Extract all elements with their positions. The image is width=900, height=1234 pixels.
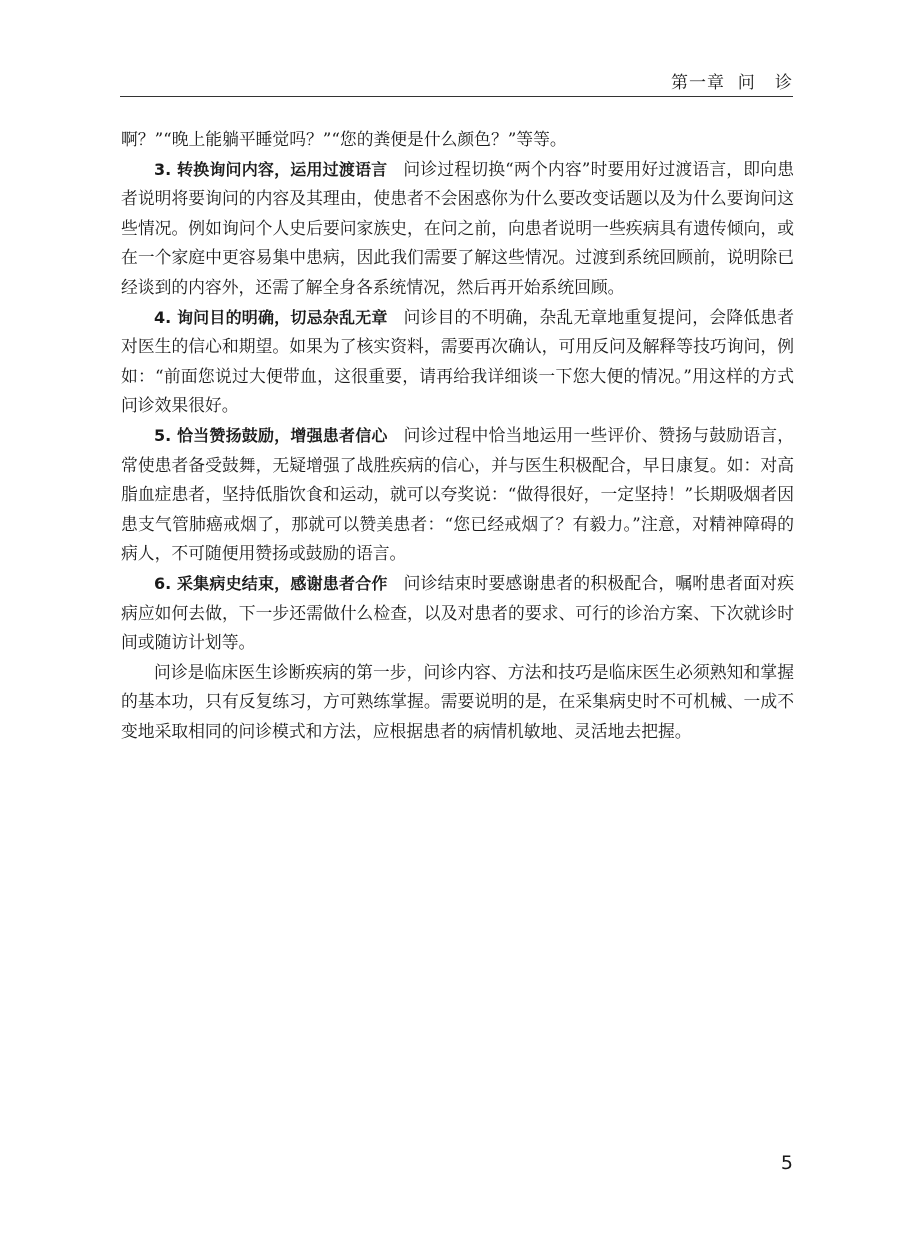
paragraph-item-5 — [121, 421, 794, 569]
section-heading-5: 5. 恰当赞扬鼓励，增强患者信心 — [154, 425, 388, 445]
intro-continuation: 啊？”“晚上能躺平睡觉吗？”“您的粪便是什么颜色？”等等。 — [121, 129, 567, 149]
closing-paragraph: 问诊是临床医生诊断疾病的第一步，问诊内容、方法和技巧是临床医生必须熟知和掌握的基本功，只有反复练习，方可熟练掌握。需要说明的是，在采集病史时不可机械、一成不变地采取相同的问诊模式和方法，应根据患者的病情机敏地、灵活地去把握。 — [121, 661, 794, 741]
paragraph-item-4 — [121, 303, 794, 421]
paragraph-item-3 — [121, 155, 794, 303]
paragraph-text-5: 问诊过程中恰当地运用一些评价、赞扬与鼓励语言，常使患者备受鼓舞，无疑增强了战胜疾病的信心，并与医生积极配合，早日康复。如：对高脂血症患者，坚持低脂饮食和运动，就可以夸奖说：“做得很好，一定坚持！”长期吸烟者因患支气管肺癌戒烟了，那就可以赞美患者：“您已经戒烟了？有毅力。”注意，对精神障碍的病人，不可随便用赞扬或鼓励的语言。 — [121, 424, 794, 564]
page-number: 5 — [780, 1152, 793, 1174]
chapter-title: 第一章 问 诊 — [670, 73, 793, 93]
paragraph-text-4: 问诊目的不明确，杂乱无章地重复提问，会降低患者对医生的信心和期望。如果为了核实资料，需要再次确认，可用反问及解释等技巧询问，例如：“前面您说过大便带血，这很重要，请再给我详细谈一下您大便的情况。”用这样的方式问诊效果很好。 — [121, 306, 794, 416]
running-header — [120, 68, 793, 97]
section-heading-3: 3. 转换询问内容，运用过渡语言 — [154, 159, 388, 179]
section-heading-6: 6. 采集病史结束，感谢患者合作 — [154, 573, 388, 593]
paragraph-text-6: 问诊结束时要感谢患者的积极配合，嘱咐患者面对疾病应如何去做，下一步还需做什么检查，以及对患者的要求、可行的诊治方案、下次就诊时间或随访计划等。 — [121, 572, 794, 653]
body-text — [121, 125, 794, 746]
paragraph-item-6 — [121, 569, 794, 658]
section-heading-4: 4. 询问目的明确，切忌杂乱无章 — [154, 307, 388, 327]
paragraph-text-3: 问诊过程切换“两个内容”时要用好过渡语言，即向患者说明将要询问的内容及其理由，使患者不会困惑你为什么要改变话题以及为什么要询问这些情况。例如询问个人史后要问家族史，在问之前，向患者说明一些疾病具有遗传倾向，或在一个家庭中更容易集中患病，因此我们需要了解这些情况。过渡到系统回顾前，说明除已经谈到的内容外，还需了解全身各系统情况，然后再开始系统回顾。 — [121, 158, 794, 297]
